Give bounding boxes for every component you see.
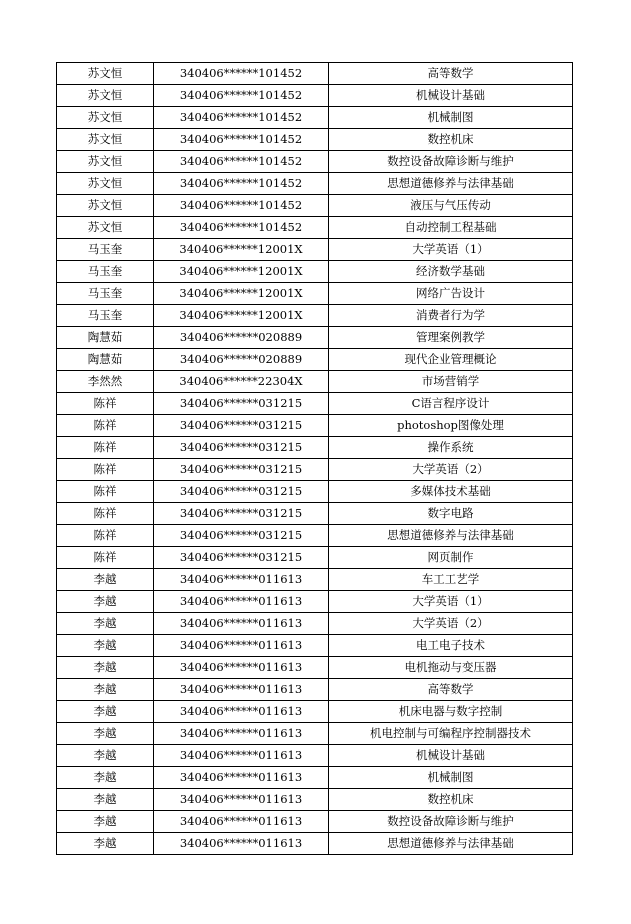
course-cell: 机械制图 (329, 107, 573, 129)
course-cell: 数控机床 (329, 129, 573, 151)
table-row (57, 63, 573, 85)
name-cell: 李越 (57, 789, 154, 811)
course-cell: 大学英语（2） (329, 613, 573, 635)
name-cell: 陈祥 (57, 547, 154, 569)
id-number-cell: 340406******101452 (154, 63, 329, 85)
id-number-cell: 340406******12001X (154, 261, 329, 283)
name-cell: 陈祥 (57, 415, 154, 437)
course-cell: 机械制图 (329, 767, 573, 789)
id-number-cell: 340406******011613 (154, 657, 329, 679)
table-row (57, 173, 573, 195)
id-number-cell: 340406******101452 (154, 85, 329, 107)
name-cell: 李越 (57, 811, 154, 833)
table-row (57, 547, 573, 569)
table-row (57, 789, 573, 811)
course-cell: 市场营销学 (329, 371, 573, 393)
id-number-cell: 340406******101452 (154, 107, 329, 129)
name-cell: 苏文恒 (57, 173, 154, 195)
id-number-cell: 340406******12001X (154, 283, 329, 305)
id-number-cell: 340406******011613 (154, 833, 329, 855)
id-number-cell: 340406******031215 (154, 437, 329, 459)
course-cell: 经济数学基础 (329, 261, 573, 283)
id-number-cell: 340406******101452 (154, 129, 329, 151)
course-cell: 机电控制与可编程序控制器技术 (329, 723, 573, 745)
id-number-cell: 340406******011613 (154, 745, 329, 767)
name-cell: 李越 (57, 723, 154, 745)
name-cell: 苏文恒 (57, 63, 154, 85)
id-number-cell: 340406******011613 (154, 701, 329, 723)
id-number-cell: 340406******101452 (154, 217, 329, 239)
course-cell: 现代企业管理概论 (329, 349, 573, 371)
id-number-cell: 340406******12001X (154, 239, 329, 261)
table-row (57, 437, 573, 459)
id-number-cell: 340406******101452 (154, 173, 329, 195)
table-row (57, 657, 573, 679)
course-cell: 电机拖动与变压器 (329, 657, 573, 679)
name-cell: 陶慧茹 (57, 349, 154, 371)
table-row (57, 569, 573, 591)
name-cell: 陈祥 (57, 437, 154, 459)
id-number-cell: 340406******011613 (154, 767, 329, 789)
table-row (57, 679, 573, 701)
table-row (57, 107, 573, 129)
name-cell: 苏文恒 (57, 129, 154, 151)
records-table-body (57, 63, 573, 855)
table-row (57, 261, 573, 283)
id-number-cell: 340406******011613 (154, 679, 329, 701)
table-row (57, 833, 573, 855)
name-cell: 李越 (57, 679, 154, 701)
course-cell: 思想道德修养与法律基础 (329, 833, 573, 855)
name-cell: 苏文恒 (57, 85, 154, 107)
name-cell: 陈祥 (57, 393, 154, 415)
table-row (57, 503, 573, 525)
name-cell: 苏文恒 (57, 107, 154, 129)
name-cell: 马玉奎 (57, 261, 154, 283)
name-cell: 马玉奎 (57, 305, 154, 327)
id-number-cell: 340406******020889 (154, 327, 329, 349)
id-number-cell: 340406******031215 (154, 459, 329, 481)
name-cell: 李越 (57, 657, 154, 679)
table-row (57, 415, 573, 437)
records-table (56, 62, 573, 855)
table-row (57, 459, 573, 481)
name-cell: 李越 (57, 591, 154, 613)
course-cell: 大学英语（1） (329, 591, 573, 613)
name-cell: 苏文恒 (57, 217, 154, 239)
name-cell: 陈祥 (57, 525, 154, 547)
course-cell: 网络广告设计 (329, 283, 573, 305)
course-cell: 数字电路 (329, 503, 573, 525)
table-row (57, 525, 573, 547)
name-cell: 陈祥 (57, 503, 154, 525)
name-cell: 李越 (57, 701, 154, 723)
course-cell: 车工工艺学 (329, 569, 573, 591)
id-number-cell: 340406******020889 (154, 349, 329, 371)
id-number-cell: 340406******011613 (154, 811, 329, 833)
table-row (57, 371, 573, 393)
name-cell: 马玉奎 (57, 283, 154, 305)
id-number-cell: 340406******011613 (154, 613, 329, 635)
course-cell: 数控设备故障诊断与维护 (329, 151, 573, 173)
table-row (57, 327, 573, 349)
name-cell: 李越 (57, 635, 154, 657)
table-row (57, 393, 573, 415)
course-cell: 高等数学 (329, 63, 573, 85)
id-number-cell: 340406******011613 (154, 789, 329, 811)
table-row (57, 85, 573, 107)
course-cell: 机械设计基础 (329, 745, 573, 767)
course-cell: photoshop图像处理 (329, 415, 573, 437)
id-number-cell: 340406******22304X (154, 371, 329, 393)
name-cell: 苏文恒 (57, 195, 154, 217)
course-cell: 大学英语（2） (329, 459, 573, 481)
course-cell: 大学英语（1） (329, 239, 573, 261)
id-number-cell: 340406******031215 (154, 393, 329, 415)
course-cell: 电工电子技术 (329, 635, 573, 657)
table-row (57, 613, 573, 635)
id-number-cell: 340406******011613 (154, 723, 329, 745)
name-cell: 陶慧茹 (57, 327, 154, 349)
id-number-cell: 340406******031215 (154, 415, 329, 437)
id-number-cell: 340406******031215 (154, 503, 329, 525)
name-cell: 陈祥 (57, 481, 154, 503)
table-row (57, 745, 573, 767)
name-cell: 苏文恒 (57, 151, 154, 173)
course-cell: 思想道德修养与法律基础 (329, 525, 573, 547)
id-number-cell: 340406******12001X (154, 305, 329, 327)
id-number-cell: 340406******101452 (154, 195, 329, 217)
table-row (57, 701, 573, 723)
course-cell: 机床电器与数字控制 (329, 701, 573, 723)
course-cell: 数控机床 (329, 789, 573, 811)
course-cell: 数控设备故障诊断与维护 (329, 811, 573, 833)
table-row (57, 283, 573, 305)
course-cell: 机械设计基础 (329, 85, 573, 107)
name-cell: 李然然 (57, 371, 154, 393)
name-cell: 陈祥 (57, 459, 154, 481)
course-cell: 自动控制工程基础 (329, 217, 573, 239)
table-row (57, 239, 573, 261)
table-row (57, 481, 573, 503)
course-cell: C语言程序设计 (329, 393, 573, 415)
course-cell: 液压与气压传动 (329, 195, 573, 217)
course-cell: 管理案例教学 (329, 327, 573, 349)
table-row (57, 635, 573, 657)
course-cell: 消费者行为学 (329, 305, 573, 327)
table-row (57, 349, 573, 371)
id-number-cell: 340406******011613 (154, 569, 329, 591)
table-row (57, 723, 573, 745)
id-number-cell: 340406******101452 (154, 151, 329, 173)
id-number-cell: 340406******031215 (154, 481, 329, 503)
name-cell: 李越 (57, 569, 154, 591)
course-cell: 操作系统 (329, 437, 573, 459)
name-cell: 李越 (57, 767, 154, 789)
name-cell: 马玉奎 (57, 239, 154, 261)
name-cell: 李越 (57, 745, 154, 767)
table-row (57, 151, 573, 173)
name-cell: 李越 (57, 613, 154, 635)
table-row (57, 217, 573, 239)
course-cell: 网页制作 (329, 547, 573, 569)
table-row (57, 591, 573, 613)
course-cell: 多媒体技术基础 (329, 481, 573, 503)
table-row (57, 195, 573, 217)
course-cell: 高等数学 (329, 679, 573, 701)
name-cell: 李越 (57, 833, 154, 855)
table-row (57, 767, 573, 789)
table-row (57, 811, 573, 833)
id-number-cell: 340406******031215 (154, 525, 329, 547)
id-number-cell: 340406******031215 (154, 547, 329, 569)
id-number-cell: 340406******011613 (154, 591, 329, 613)
table-row (57, 129, 573, 151)
table-row (57, 305, 573, 327)
course-cell: 思想道德修养与法律基础 (329, 173, 573, 195)
id-number-cell: 340406******011613 (154, 635, 329, 657)
